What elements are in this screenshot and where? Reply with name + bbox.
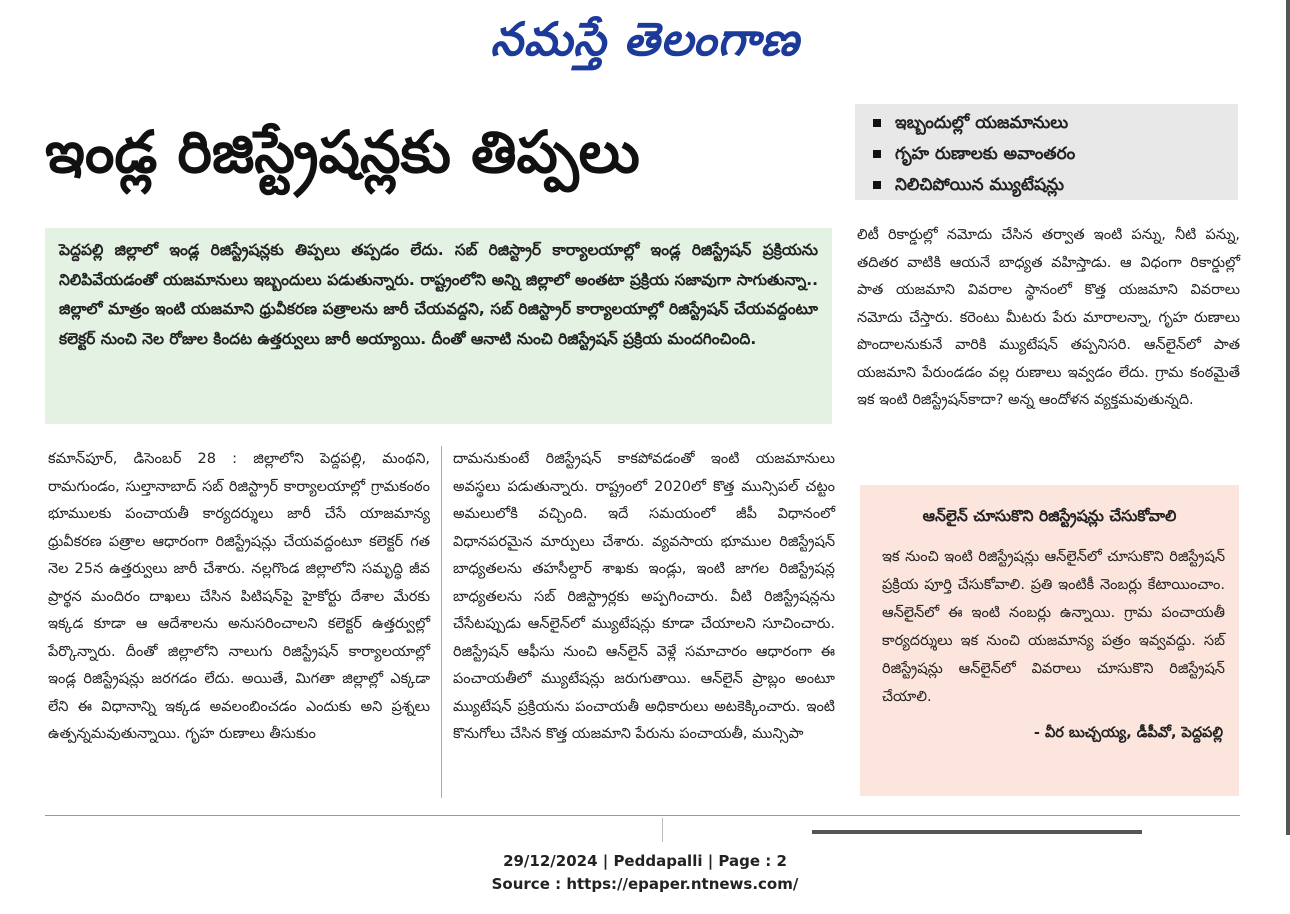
column-text: కమాన్‌పూర్, డిసెంబర్ 28 : జిల్లాలోని పెద్దపల్లి, మంథని, రామగుండం, సుల్తానాబాద్ సబ్ రిజిస్ట్రార్ కార్యాలయాల్లో గ్రామకంఠం భూములకు పంచాయతీ కార్యదర్శులు జారీ చేసే యాజమాన్య ధ్రువీకరణ పత్రాల ఆధారంగా రిజిస్ట్రేషన్లు చేయవద్దంటూ కలెక్టర్ గత నెల 25న ఉత్తర్వులు జారీ చేశారు. నల్లగొండ జిల్లాలోని సమృద్ధి జీవ ప్రార్థన మందిరం దాఖలు చేసిన పిటిషన్‌పై హైకోర్టు దేశాల మేరకు ఇక్కడ కూడా ఆ ఆదేశాలను అనుసరించాలని కలెక్టర్ ఉత్తర్వుల్లో పేర్కొన్నారు. దీంతో జిల్లాలోని నాలుగు రిజిస్ట్రేషన్ కార్యాలయాల్లో ఇండ్ల రిజిస్ట్రేషన్లు జరగడం లేదు. అయితే, మిగతా జిల్లాల్లో ఎక్కడా లేని ఈ విధానాన్ని ఇక్కడ అవలంబించడం ఎందుకు అని ప్రశ్నలు ఉత్పన్నమవుతున్నాయి. గృహ రుణాలు తీసుకుం: [48, 451, 430, 742]
page-edge: [1286, 0, 1290, 835]
column-text: లిటీ రికార్డుల్లో నమోదు చేసిన తర్వాత ఇంటి పన్ను, నీటి పన్ను, తదితర వాటికి ఆయనే బాధ్యత వహిస్తాడు. ఆ విధంగా రికార్డుల్లో పాత యజమాని వివరాల స్థానంలో కొత్త యజమాని వివరాలు నమోదు చేస్తారు. కరెంటు మీటరు పేరు మారాలన్నా, గృహ రుణాలు పొందాలనుకునే వారికి మ్యుటేషన్ తప్పనిసరి. ఆన్‌లైన్‌లో పాత యజమాని పేరుండడం వల్ల రుణాలు ఇవ్వడం లేదు. గ్రామ కంఠమైతే ఇక ఇంటి రిజిస్ట్రేషన్‌కాదా? అన్న ఆందోళన వ్యక్తమవుతున్నది.: [857, 227, 1240, 408]
bullet-square-icon: [873, 150, 881, 158]
lead-paragraph-box: [45, 228, 832, 424]
quote-box-signature: - వీర బుచ్చయ్య, డీపీవో, పెద్దపల్లి: [1033, 725, 1223, 741]
bullet-square-icon: [873, 119, 881, 127]
lead-paragraph: పెద్దపల్లి జిల్లాలో ఇండ్ల రిజిస్ట్రేషన్లకు తిప్పలు తప్పడం లేదు. సబ్ రిజిస్ట్రార్ కార్యాలయాల్లో ఇండ్ల రిజిస్ట్రేషన్ ప్రక్రియను నిలిపివేయడంతో యజమానులు ఇబ్బందులు పడుతున్నారు. రాష్ట్రంలోని అన్ని జిల్లాలో అంతటా ప్రక్రియ సజావుగా సాగుతున్నా.. జిల్లాలో మాత్రం ఇంటి యజమాని ధ్రువీకరణ పత్రాలను జారీ చేయవద్దని, సబ్ రిజిస్ట్రార్ కార్యాలయాల్లో రిజిస్ట్రేషన్ చేయవద్దంటూ కలెక్టర్ నుంచి నెల రోజుల కిందట ఉత్తర్వులు జారీ అయ్యాయి. దీంతో ఆనాటి నుంచి రిజిస్ట్రేషన్ ప్రక్రియ మందగించింది.: [59, 241, 818, 348]
quote-box-body: ఇక నుంచి ఇంటి రిజిస్ట్రేషన్లు ఆన్‌లైన్‌లో చూసుకొని రిజిస్ట్రేషన్ ప్రక్రియ పూర్తి చేసుకోవాలి. ప్రతి ఇంటికీ నెంబర్లు కేటాయించాం. ఆన్‌లైన్‌లో ఈ ఇంటి నంబర్లు ఉన్నాయి. గ్రామ పంచాయతీ కార్యదర్శులు ఇక నుంచి యజమాన్య పత్రం ఇవ్వవద్దు. సబ్ రిజిస్ట్రేషన్లు ఆన్‌లైన్‌లో వివరాలు చూసుకొని రిజిస్ట్రేషన్ చేయాలి.: [882, 549, 1225, 705]
footer-date-line: 29/12/2024 | Peddapalli | Page : 2: [503, 852, 787, 870]
bottom-rule: [45, 815, 1240, 816]
quote-box-title: ఆన్‌లైన్ చూసుకొని రిజిస్ట్రేషన్లు చేసుకోవాలి: [922, 507, 1177, 525]
article-column-2: [453, 446, 835, 749]
cropped-text-fragment: [812, 826, 1142, 836]
bullet-square-icon: [873, 181, 881, 189]
highlights-box: [855, 104, 1238, 200]
article-column-3: [857, 222, 1240, 415]
headline: ఇండ్ల రిజిస్ట్రేషన్లకు తిప్పలు: [45, 118, 640, 186]
highlight-item: నిలిచిపోయిన మ్యుటేషన్లు: [895, 170, 1238, 201]
quote-box: [860, 485, 1239, 796]
article-column-1: [48, 446, 430, 749]
masthead-title: నమస్తే తెలంగాణ: [490, 12, 800, 66]
column-divider: [441, 446, 442, 798]
bottom-divider: [662, 818, 663, 842]
footer-source-line: Source : https://epaper.ntnews.com/: [491, 875, 799, 893]
highlight-item: గృహ రుణాలకు అవాంతరం: [895, 139, 1238, 170]
column-text: దామనుకుంటే రిజిస్ట్రేషన్ కాకపోవడంతో ఇంటి యజమానులు అవస్థలు పడుతున్నారు. రాష్ట్రంలో 2020లో కొత్త మున్సిపల్ చట్టం అమలులోకి వచ్చింది. ఇదే సమయంలో జీపీ విధానంలో విధానపరమైన మార్పులు చేశారు. వ్యవసాయ భూముల రిజిస్ట్రేషన్ బాధ్యతలను తహసీల్దార్ శాఖకు ఇండ్లు, ఇంటి జాగల రిజిస్ట్రేషన్ల బాధ్యతలను సబ్ రిజిస్ట్రార్లకు అప్పగించారు. వీటి రిజిస్ట్రేషన్లను చేసేటప్పుడు ఆన్‌లైన్‌లో మ్యుటేషన్లు కూడా చేయాలని సూచించారు. రిజిస్ట్రేషన్ ఆఫీసు నుంచి ఆన్‌లైన్ వెళ్లే సమాచారం ఆధారంగా ఈ పంచాయతీలో మ్యుటేషన్లు జరుగుతాయి. ఆన్‌లైన్ ప్రాబ్లం అంటూ మ్యుటేషన్ ప్రక్రియను పంచాయతీ అధికారులు అటకెక్కించారు. ఇంటి కొనుగోలు చేసిన కొత్త యజమాని పేరును పంచాయతీ, మున్సిపా: [453, 451, 835, 742]
highlight-item: ఇబ్బందుల్లో యజమానులు: [895, 108, 1238, 139]
